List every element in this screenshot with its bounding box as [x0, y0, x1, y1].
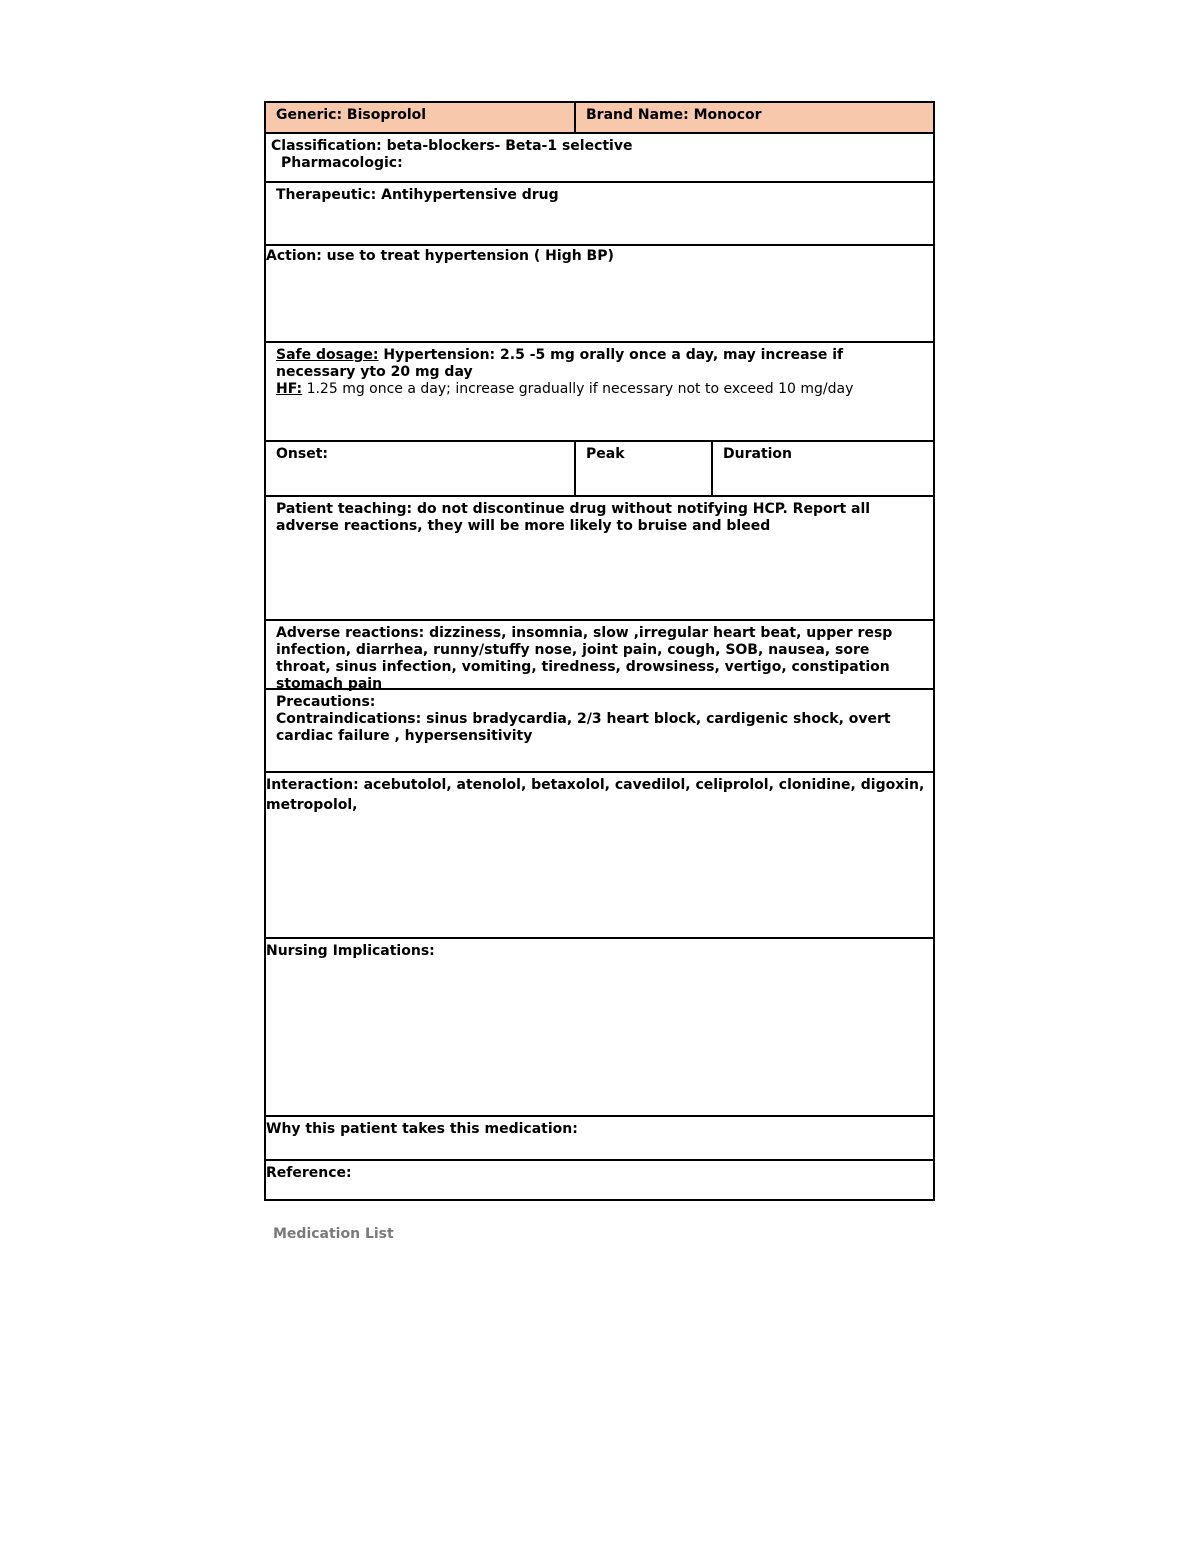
- onset-cell: [266, 442, 576, 495]
- adverse-reactions-text: Adverse reactions: dizziness, insomnia, slow ,irregular heart beat, upper resp infection, diarrhea, runny/stuffy nose, joint pain, cough, SOB, nausea, sore throat, sinus infection, vomiting, tiredness, drowsiness, vertigo, constipation stomach pain: [276, 625, 893, 692]
- adverse-reactions-row: [266, 621, 933, 690]
- reference-label: Reference:: [266, 1165, 352, 1181]
- nursing-implications-row: [266, 939, 933, 1117]
- safe-dosage-label: Safe dosage:: [276, 347, 379, 363]
- therapeutic-text: Therapeutic: Antihypertensive drug: [276, 187, 559, 203]
- safe-dosage-text: Hypertension: 2.5 -5 mg orally once a day, may increase if necessary yto 20 mg day: [276, 347, 844, 380]
- header-row: [266, 103, 933, 134]
- interaction-text: Interaction: acebutolol, atenolol, betaxolol, cavedilol, celiprolol, clonidine, digoxin, metropolol,: [266, 777, 925, 813]
- precautions-row: [266, 690, 933, 773]
- why-patient-label: Why this patient takes this medication:: [266, 1121, 578, 1137]
- contraindications-text: Contraindications: sinus bradycardia, 2/3 heart block, cardigenic shock, overt cardiac failure , hypersensitivity: [276, 711, 891, 744]
- classification-row: [266, 134, 933, 183]
- reference-row: [266, 1161, 933, 1199]
- classification-text: Classification: beta-blockers- Beta-1 selective: [271, 138, 633, 154]
- why-patient-row: [266, 1117, 933, 1161]
- peak-label: Peak: [586, 446, 625, 462]
- generic-name-cell: [266, 103, 576, 132]
- action-row: [266, 246, 933, 343]
- pharmacologic-text: Pharmacologic:: [281, 155, 403, 171]
- duration-label: Duration: [723, 446, 793, 462]
- footer-label: Medication List: [273, 1226, 394, 1242]
- hf-text: 1.25 mg once a day; increase gradually if necessary not to exceed 10 mg/day: [302, 381, 854, 397]
- interaction-row: [266, 773, 933, 939]
- brand-name: Brand Name: Monocor: [586, 107, 762, 123]
- timing-row: [266, 442, 933, 497]
- patient-teaching-row: [266, 497, 933, 621]
- precautions-label: Precautions:: [276, 694, 376, 710]
- generic-name: Generic: Bisoprolol: [276, 107, 427, 123]
- peak-cell: [576, 442, 713, 495]
- safe-dosage-row: [266, 343, 933, 442]
- brand-name-cell: [576, 103, 933, 132]
- action-text: Action: use to treat hypertension ( High BP): [266, 248, 614, 264]
- hf-label: HF:: [276, 381, 303, 397]
- patient-teaching-text: Patient teaching: do not discontinue drug without notifying HCP. Report all adverse reactions, they will be more likely to bruise and bleed: [276, 501, 871, 534]
- therapeutic-row: [266, 183, 933, 246]
- medication-card: [264, 101, 935, 1201]
- duration-cell: [713, 442, 933, 495]
- nursing-implications-label: Nursing Implications:: [266, 943, 435, 959]
- onset-label: Onset:: [276, 446, 328, 462]
